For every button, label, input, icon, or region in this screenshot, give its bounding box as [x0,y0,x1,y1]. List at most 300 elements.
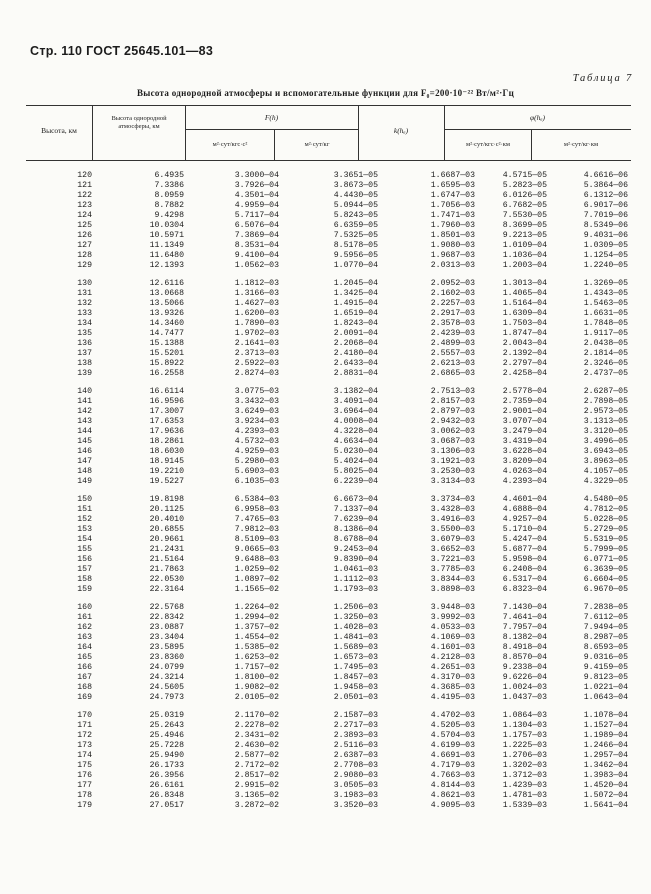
cell-F-col2: 2.9080—03 [333,771,378,781]
cell-phi-col2: 4.1057—05 [583,467,628,477]
cell-altitude: 125 [77,221,92,231]
cell-homog-height: 18.6030 [149,447,184,457]
cell-altitude: 150 [77,495,92,504]
cell-altitude: 153 [77,525,92,535]
cell-F-col1: 7.3869—04 [234,231,279,241]
cell-homog-height: 21.2431 [149,545,184,555]
cell-altitude: 170 [77,711,92,720]
cell-phi-col2: 3.8963—05 [583,457,628,467]
cell-phi-col2: 1.0309—05 [583,241,628,251]
cell-phi-col1: 8.4918—04 [502,643,547,653]
cell-k-value: 2.4899—03 [430,339,475,349]
cell-homog-height: 13.9326 [149,309,184,319]
cell-F-col1: 6.5384—03 [234,495,279,504]
cell-phi-col2: 9.8123—05 [583,673,628,683]
table-row [26,387,631,397]
cell-F-col2: 1.2506—03 [333,603,378,612]
cell-homog-height: 17.6353 [149,417,184,427]
cell-phi-col1: 5.1710—04 [502,525,547,535]
cell-phi-col1: 3.2479—04 [502,427,547,437]
cell-k-value: 1.6595—03 [430,181,475,191]
cell-k-value: 3.7785—03 [430,565,475,575]
cell-F-col2: 9.8390—04 [333,555,378,565]
cell-altitude: 174 [77,751,92,761]
cell-phi-col1: 2.9001—04 [502,407,547,417]
cell-phi-col2: 1.1078—04 [583,711,628,720]
cell-homog-height: 10.5971 [149,231,184,241]
cell-phi-col2: 8.5349—06 [583,221,628,231]
table-row [26,565,631,575]
cell-altitude: 121 [77,181,92,191]
cell-altitude: 158 [77,575,92,585]
cell-phi-col1: 6.8323—04 [502,585,547,595]
cell-homog-height: 27.0517 [149,801,184,811]
cell-F-col1: 4.2393—03 [234,427,279,437]
cell-k-value: 1.9687—03 [430,251,475,261]
table-row [26,417,631,427]
cell-phi-col2: 5.0228—05 [583,515,628,525]
cell-k-value: 3.3134—03 [430,477,475,487]
cell-phi-col2: 1.4520—04 [583,781,628,791]
cell-F-col1: 1.6253—02 [234,653,279,663]
cell-k-value: 4.7179—03 [430,761,475,771]
cell-altitude: 123 [77,201,92,211]
cell-phi-col1: 4.5715—05 [502,171,547,180]
cell-F-col2: 1.8457—03 [333,673,378,683]
cell-homog-height: 25.9490 [149,751,184,761]
table-row [26,545,631,555]
cell-homog-height: 21.5164 [149,555,184,565]
cell-homog-height: 14.3460 [149,319,184,329]
header-homogeneous-height: Высота однородной атмосферы, км [111,115,167,130]
table-row [26,477,631,487]
cell-F-col1: 2.4630—02 [234,741,279,751]
cell-F-col1: 1.0897—02 [234,575,279,585]
cell-phi-col1: 1.3013—04 [502,279,547,288]
cell-F-col1: 1.1812—03 [234,279,279,288]
cell-phi-col1: 1.2003—04 [502,261,547,271]
header-divider [274,129,275,160]
cell-k-value: 1.8501—03 [430,231,475,241]
cell-F-col1: 9.4100—04 [234,251,279,261]
cell-homog-height: 11.1349 [149,241,184,251]
cell-F-col2: 5.8025—04 [333,467,378,477]
cell-k-value: 2.1602—03 [430,289,475,299]
cell-F-col2: 2.1587—03 [333,711,378,720]
cell-k-value: 4.6199—03 [430,741,475,751]
header-F-unit-2: м²·сут/кг [304,141,330,148]
cell-altitude: 126 [77,231,92,241]
cell-altitude: 152 [77,515,92,525]
table-row [26,731,631,741]
cell-F-col2: 3.1382—04 [333,387,378,396]
cell-phi-col1: 1.4781—03 [502,791,547,801]
table-block [26,603,631,703]
cell-F-col1: 1.4627—03 [234,299,279,309]
cell-k-value: 2.6213—03 [430,359,475,369]
cell-phi-col2: 7.6112—05 [583,613,628,623]
header-altitude: Высота, км [41,126,77,135]
table-row [26,369,631,379]
cell-F-col1: 6.9958—03 [234,505,279,515]
cell-homog-height: 19.2210 [149,467,184,477]
cell-phi-col2: 1.4343—05 [583,289,628,299]
cell-altitude: 172 [77,731,92,741]
table-block [26,171,631,271]
cell-F-col1: 4.9259—03 [234,447,279,457]
cell-F-col2: 3.0505—03 [333,781,378,791]
cell-altitude: 167 [77,673,92,683]
cell-k-value: 1.9080—03 [430,241,475,251]
cell-F-col1: 2.3713—03 [234,349,279,359]
cell-F-col2: 4.3228—04 [333,427,378,437]
cell-altitude: 139 [77,369,92,379]
cell-phi-col1: 8.8570—04 [502,653,547,663]
cell-altitude: 169 [77,693,92,703]
cell-phi-col2: 1.1989—04 [583,731,628,741]
cell-F-col1: 8.5109—03 [234,535,279,545]
cell-k-value: 2.8797—03 [430,407,475,417]
cell-k-value: 4.4195—03 [430,693,475,703]
cell-k-value: 2.3578—03 [430,319,475,329]
cell-phi-col1: 5.6877—04 [502,545,547,555]
cell-F-col2: 1.0461—03 [333,565,378,575]
cell-homog-height: 10.0304 [149,221,184,231]
cell-F-col2: 2.6433—04 [333,359,378,369]
cell-phi-col1: 1.2706—03 [502,751,547,761]
cell-F-col1: 1.2264—02 [234,603,279,612]
cell-altitude: 136 [77,339,92,349]
table-row [26,211,631,221]
cell-phi-col1: 2.1392—04 [502,349,547,359]
cell-altitude: 145 [77,437,92,447]
cell-k-value: 4.1601—03 [430,643,475,653]
table-row [26,407,631,417]
cell-homog-height: 22.5768 [149,603,184,612]
cell-phi-col2: 6.3639—05 [583,565,628,575]
cell-altitude: 147 [77,457,92,467]
table-row [26,241,631,251]
cell-altitude: 159 [77,585,92,595]
cell-F-col2: 2.8831—04 [333,369,378,379]
cell-homog-height: 23.3404 [149,633,184,643]
cell-F-col1: 1.5385—02 [234,643,279,653]
cell-F-col1: 1.3166—03 [234,289,279,299]
cell-phi-col2: 4.6616—06 [583,171,628,180]
cell-F-col2: 6.2239—04 [333,477,378,487]
cell-F-col2: 5.0944—05 [333,201,378,211]
cell-k-value: 3.3734—03 [430,495,475,504]
table-row [26,751,631,761]
cell-k-value: 4.3170—03 [430,673,475,683]
cell-F-col2: 5.4024—04 [333,457,378,467]
cell-homog-height: 8.0959 [154,191,184,201]
cell-phi-col1: 3.4319—04 [502,437,547,447]
cell-altitude: 131 [77,289,92,299]
cell-F-col1: 2.8517—02 [234,771,279,781]
cell-phi-col1: 1.8747—04 [502,329,547,339]
cell-F-col1: 1.7157—02 [234,663,279,673]
cell-homog-height: 16.9596 [149,397,184,407]
cell-homog-height: 25.4946 [149,731,184,741]
cell-phi-col1: 1.5164—04 [502,299,547,309]
cell-F-col1: 2.7172—02 [234,761,279,771]
cell-F-col1: 3.6249—03 [234,407,279,417]
table-row [26,603,631,613]
cell-F-col1: 2.8274—03 [234,369,279,379]
cell-F-col2: 5.0230—04 [333,447,378,457]
cell-F-col1: 7.9812—03 [234,525,279,535]
cell-phi-col1: 7.7957—04 [502,623,547,633]
cell-phi-col2: 1.7848—05 [583,319,628,329]
table-row [26,683,631,693]
cell-altitude: 157 [77,565,92,575]
cell-k-value: 2.4239—03 [430,329,475,339]
cell-altitude: 124 [77,211,92,221]
cell-phi-col1: 6.5317—04 [502,575,547,585]
cell-altitude: 154 [77,535,92,545]
cell-phi-col2: 1.6631—05 [583,309,628,319]
cell-altitude: 160 [77,603,92,612]
table-row [26,261,631,271]
table-row [26,633,631,643]
table-row [26,221,631,231]
cell-F-col2: 1.8243—04 [333,319,378,329]
cell-F-col2: 1.1793—03 [333,585,378,595]
cell-phi-col1: 3.6228—04 [502,447,547,457]
cell-F-col1: 9.0665—03 [234,545,279,555]
cell-phi-col1: 7.5530—05 [502,211,547,221]
cell-phi-col1: 1.1757—03 [502,731,547,741]
table-row [26,711,631,721]
cell-phi-col2: 7.7019—06 [583,211,628,221]
cell-altitude: 176 [77,771,92,781]
cell-F-col1: 1.0562—03 [234,261,279,271]
cell-phi-col1: 2.7359—04 [502,397,547,407]
cell-homog-height: 14.7477 [149,329,184,339]
cell-homog-height: 9.4298 [154,211,184,221]
cell-F-col2: 2.5116—03 [333,741,378,751]
cell-homog-height: 25.7228 [149,741,184,751]
cell-F-col2: 1.2045—04 [333,279,378,288]
cell-F-col2: 1.4915—04 [333,299,378,309]
cell-phi-col2: 4.7812—05 [583,505,628,515]
cell-phi-col2: 5.3864—06 [583,181,628,191]
cell-phi-col1: 4.9257—04 [502,515,547,525]
cell-F-col1: 1.9082—02 [234,683,279,693]
cell-F-col1: 5.6903—03 [234,467,279,477]
cell-phi-col2: 1.2957—04 [583,751,628,761]
header-F-unit-1: м²·сут/кгс·с² [212,141,248,148]
cell-homog-height: 20.1125 [149,505,184,515]
cell-phi-col2: 7.2838—05 [583,603,628,612]
cell-F-col1: 3.2872—02 [234,801,279,811]
table-row [26,231,631,241]
cell-F-col2: 2.2068—04 [333,339,378,349]
table-row [26,721,631,731]
table-row [26,457,631,467]
table-row [26,505,631,515]
cell-altitude: 127 [77,241,92,251]
cell-homog-height: 26.1733 [149,761,184,771]
cell-F-col2: 2.6387—03 [333,751,378,761]
cell-F-col1: 1.6200—03 [234,309,279,319]
cell-k-value: 4.6691—03 [430,751,475,761]
table-row [26,771,631,781]
table-row [26,663,631,673]
cell-k-value: 3.2530—03 [430,467,475,477]
table-row [26,171,631,181]
cell-homog-height: 20.4010 [149,515,184,525]
cell-phi-col1: 1.2225—03 [502,741,547,751]
cell-phi-col1: 1.1304—03 [502,721,547,731]
cell-k-value: 2.6865—03 [430,369,475,379]
cell-homog-height: 12.1393 [149,261,184,271]
header-subrule [444,129,631,130]
cell-F-col2: 1.1112—03 [333,575,378,585]
cell-phi-col2: 1.9117—05 [583,329,628,339]
cell-F-col1: 2.1641—03 [234,339,279,349]
table-row [26,495,631,505]
cell-phi-col1: 1.6309—04 [502,309,547,319]
cell-F-col2: 1.0770—04 [333,261,378,271]
cell-F-col2: 5.8243—05 [333,211,378,221]
cell-F-col2: 3.8673—05 [333,181,378,191]
cell-phi-col2: 1.3269—05 [583,279,628,288]
cell-homog-height: 7.3386 [154,181,184,191]
cell-phi-col2: 1.3462—04 [583,761,628,771]
cell-F-col1: 3.0775—03 [234,387,279,396]
cell-F-col1: 6.5076—04 [234,221,279,231]
cell-altitude: 130 [77,279,92,288]
cell-phi-col2: 1.5072—04 [583,791,628,801]
cell-altitude: 178 [77,791,92,801]
cell-F-col2: 2.0501—03 [333,693,378,703]
table-row [26,535,631,545]
cell-phi-col1: 6.0126—05 [502,191,547,201]
cell-k-value: 2.2257—03 [430,299,475,309]
cell-phi-col2: 1.5463—05 [583,299,628,309]
table-row [26,251,631,261]
table-row [26,349,631,359]
cell-phi-col2: 6.0771—05 [583,555,628,565]
table-row [26,741,631,751]
cell-k-value: 2.9432—03 [430,417,475,427]
cell-phi-col1: 3.8209—04 [502,457,547,467]
table-title: Высота однородной атмосферы и вспомогательные функции для F₀=200·10⁻²² Вт/м²·Гц [136,88,515,98]
cell-F-col2: 1.6573—03 [333,653,378,663]
cell-phi-col2: 6.1312—06 [583,191,628,201]
cell-phi-col2: 6.9670—05 [583,585,628,595]
cell-k-value: 3.0687—03 [430,437,475,447]
cell-F-col1: 4.5732—03 [234,437,279,447]
cell-phi-col2: 5.7999—05 [583,545,628,555]
cell-altitude: 163 [77,633,92,643]
cell-F-col1: 2.5877—02 [234,751,279,761]
cell-F-col1: 1.4554—02 [234,633,279,643]
table-label: Таблица 7 [572,73,633,84]
cell-homog-height: 23.5895 [149,643,184,653]
cell-F-col1: 6.1035—03 [234,477,279,487]
cell-k-value: 1.6747—03 [430,191,475,201]
cell-homog-height: 21.7863 [149,565,184,575]
cell-homog-height: 22.8342 [149,613,184,623]
cell-phi-col2: 8.2987—05 [583,633,628,643]
cell-F-col2: 1.4028—03 [333,623,378,633]
cell-k-value: 4.5704—03 [430,731,475,741]
cell-k-value: 2.0952—03 [430,279,475,288]
cell-phi-col1: 8.1382—04 [502,633,547,643]
cell-phi-col1: 5.9598—04 [502,555,547,565]
table-row [26,191,631,201]
table-row [26,653,631,663]
cell-F-col2: 4.4430—05 [333,191,378,201]
cell-F-col1: 1.0259—02 [234,565,279,575]
cell-altitude: 129 [77,261,92,271]
table-row [26,761,631,771]
cell-F-col1: 1.3757—02 [234,623,279,633]
cell-phi-col1: 1.7503—04 [502,319,547,329]
cell-phi-col2: 6.6604—05 [583,575,628,585]
header-F: F(h) [264,113,279,122]
cell-phi-col2: 1.2240—05 [583,261,628,271]
cell-homog-height: 19.8198 [149,495,184,504]
cell-phi-col2: 1.5641—04 [583,801,628,811]
cell-k-value: 3.4916—03 [430,515,475,525]
cell-phi-col1: 6.7682—05 [502,201,547,211]
cell-altitude: 146 [77,447,92,457]
cell-homog-height: 18.2861 [149,437,184,447]
cell-phi-col2: 3.1313—05 [583,417,628,427]
table-row [26,791,631,801]
cell-homog-height: 26.6161 [149,781,184,791]
cell-k-value: 2.0313—03 [430,261,475,271]
header-divider [92,105,93,160]
cell-F-col2: 6.6359—05 [333,221,378,231]
cell-homog-height: 11.6480 [149,251,184,261]
cell-homog-height: 8.7882 [154,201,184,211]
table-row [26,623,631,633]
cell-altitude: 128 [77,251,92,261]
cell-altitude: 120 [77,171,92,180]
cell-altitude: 141 [77,397,92,407]
cell-phi-col2: 1.0221—04 [583,683,628,693]
cell-homog-height: 22.3164 [149,585,184,595]
cell-k-value: 4.2651—03 [430,663,475,673]
cell-F-col2: 4.6634—04 [333,437,378,447]
cell-F-col1: 1.9702—03 [234,329,279,339]
cell-altitude: 132 [77,299,92,309]
cell-F-col2: 2.0091—04 [333,329,378,339]
table-row [26,525,631,535]
cell-homog-height: 23.8360 [149,653,184,663]
cell-homog-height: 16.6114 [149,387,184,396]
cell-homog-height: 17.9636 [149,427,184,437]
cell-F-col1: 3.7926—04 [234,181,279,191]
cell-k-value: 3.9448—03 [430,603,475,612]
cell-F-col2: 9.5956—05 [333,251,378,261]
cell-k-value: 3.5500—03 [430,525,475,535]
cell-phi-col1: 9.6226—04 [502,673,547,683]
cell-phi-col1: 1.4065—04 [502,289,547,299]
cell-phi-col2: 4.5480—05 [583,495,628,504]
cell-altitude: 151 [77,505,92,515]
cell-k-value: 4.8144—03 [430,781,475,791]
cell-phi-col2: 5.5319—05 [583,535,628,545]
table-row [26,201,631,211]
cell-altitude: 144 [77,427,92,437]
cell-F-col2: 6.6673—04 [333,495,378,504]
